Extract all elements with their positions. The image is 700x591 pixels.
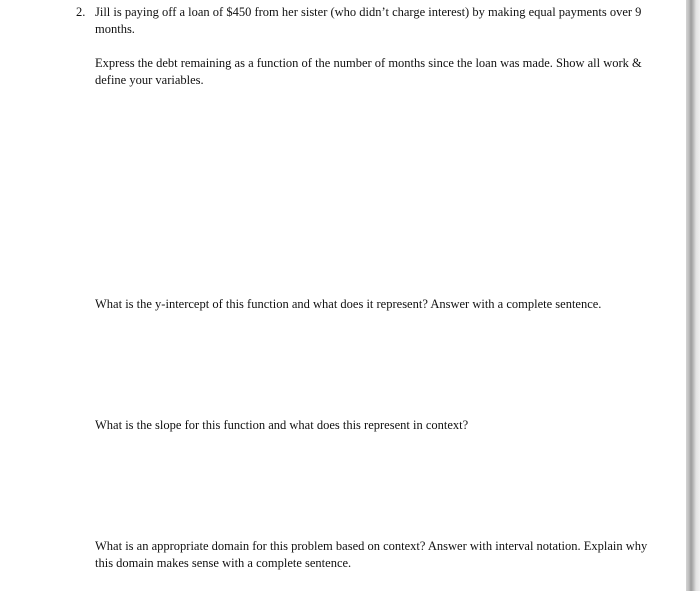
question-number: 2. <box>76 5 86 19</box>
part-domain-prompt: What is an appropriate domain for this problem based on context? Answer with interval notation. Explain why this domain makes sense with a complete sentence. <box>95 539 648 570</box>
part-y-intercept-prompt: What is the y-intercept of this function and what does it represent? Answer with a complete sentence. <box>95 297 602 311</box>
part-function-prompt: Express the debt remaining as a function of the number of months since the loan was made. Show all work & define your variables. <box>95 56 642 87</box>
part-slope-prompt: What is the slope for this function and what does this represent in context? <box>95 418 469 432</box>
page-edge-shadow <box>686 0 700 591</box>
question-stem: Jill is paying off a loan of $450 from her sister (who didn’t charge interest) by making equal payments over 9 months. <box>95 5 642 36</box>
